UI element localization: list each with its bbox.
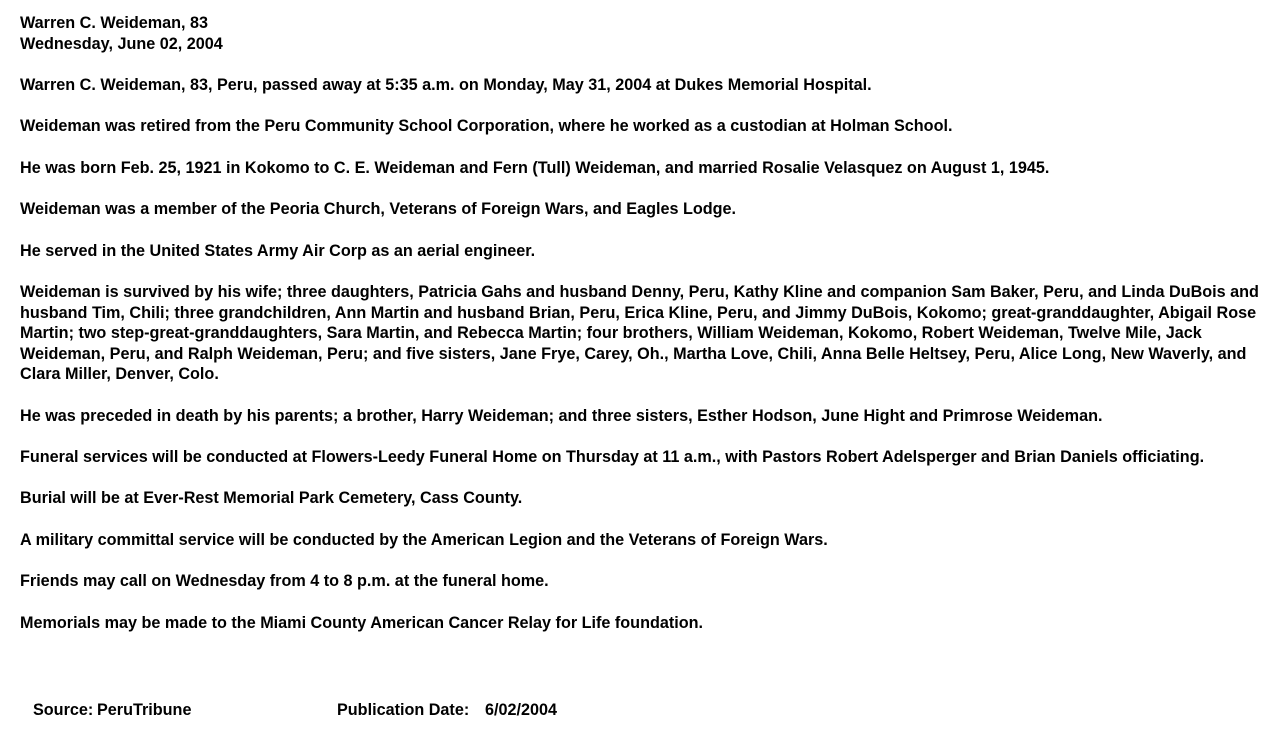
publication-date-value: 6/02/2004: [485, 701, 558, 719]
obituary-date: Wednesday, June 02, 2004: [20, 34, 223, 53]
paragraph-funeral: Funeral services will be conducted at Flowers-Leedy Funeral Home on Thursday at 11 a.m., with Pastors Robert Adelsperger and Brian Daniels officiating.: [20, 448, 1205, 467]
paragraph-memberships: Weideman was a member of the Peoria Church, Veterans of Foreign Wars, and Eagles Lodge.: [20, 200, 737, 219]
paragraph-memorials: Memorials may be made to the Miami County American Cancer Relay for Life foundation.: [20, 613, 704, 632]
publication-date-label: Publication Date:: [337, 701, 470, 719]
paragraph-survivors: Weideman is survived by his wife; three daughters, Patricia Gahs and husband Denny, Peru, Kathy Kline and companion Sam Baker, Peru, and Linda DuBois and husband Tim, Chili; three grandchildren, Ann Martin and husband Brian, Peru, Erica Kline, Peru, and Jimmy DuBois, Kokomo; great-granddaughter, Abigail Rose Martin; two step-great-granddaughters, Sara Martin, and Rebecca Martin; four brothers, William Weideman, Kokomo, Robert Weideman, Twelve Mile, Jack Weideman, Peru, and Ralph Weideman, Peru; and five sisters, Jane Frye, Carey, Oh., Martha Love, Chili, Anna Belle Heltsey, Peru, Alice Long, New Waverly, and Clara Miller, Denver, Colo.: [20, 282, 1259, 384]
obituary-document: [20, 13, 1270, 633]
obituary-title: Warren C. Weideman, 83: [20, 14, 209, 32]
source-value: PeruTribune: [97, 701, 192, 719]
paragraph-birth-marriage: He was born Feb. 25, 1921 in Kokomo to C. E. Weideman and Fern (Tull) Weideman, and married Rosalie Velasquez on August 1, 1945.: [20, 158, 1050, 177]
source-footer: [33, 700, 557, 720]
paragraph-committal: A military committal service will be conducted by the American Legion and the Veterans of Foreign Wars.: [20, 530, 828, 549]
paragraph-death-notice: Warren C. Weideman, 83, Peru, passed away at 5:35 a.m. on Monday, May 31, 2004 at Dukes Memorial Hospital.: [20, 75, 872, 94]
source-label: Source:: [33, 701, 94, 719]
paragraph-visitation: Friends may call on Wednesday from 4 to 8 p.m. at the funeral home.: [20, 572, 549, 591]
paragraph-military: He served in the United States Army Air Corp as an aerial engineer.: [20, 241, 536, 260]
paragraph-preceded: He was preceded in death by his parents; a brother, Harry Weideman; and three sisters, Esther Hodson, June Hight and Primrose Weideman.: [20, 406, 1103, 425]
paragraph-burial: Burial will be at Ever-Rest Memorial Park Cemetery, Cass County.: [20, 489, 523, 508]
paragraph-career: Weideman was retired from the Peru Community School Corporation, where he worked as a custodian at Holman School.: [20, 117, 953, 136]
